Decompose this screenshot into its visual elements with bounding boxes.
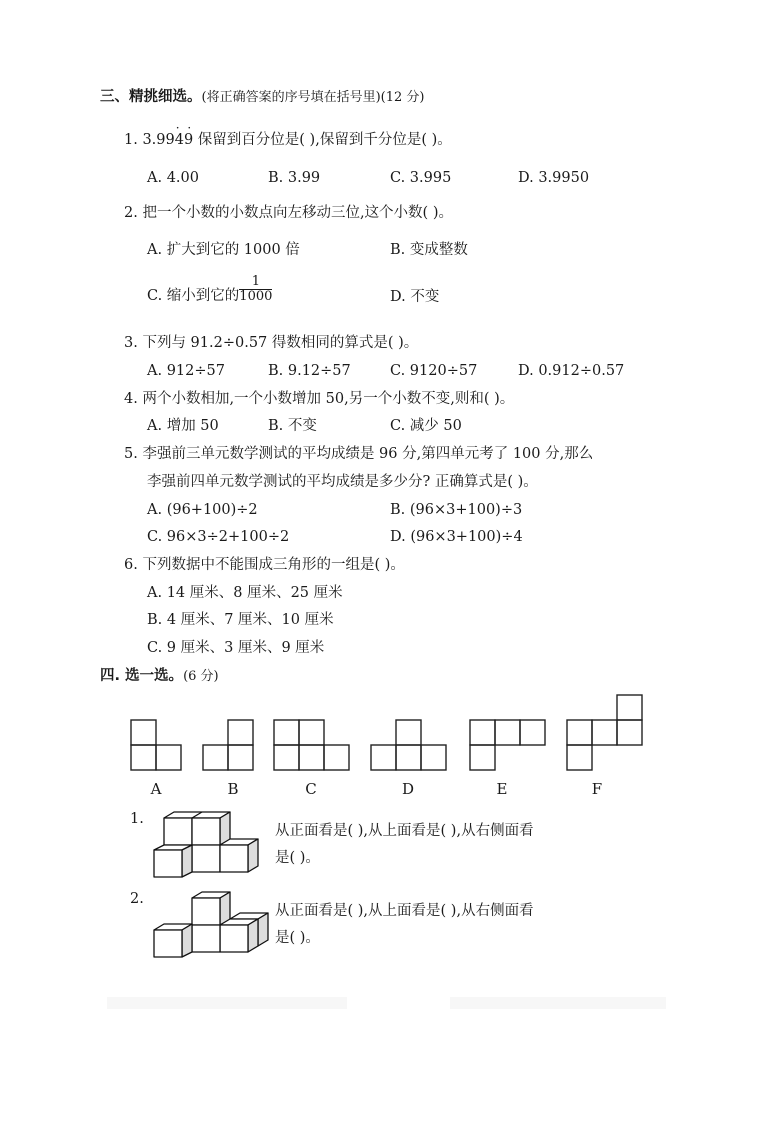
q1-option-d: D. 3.9950 — [518, 170, 590, 186]
q3-option-d: D. 0.912÷0.57 — [518, 363, 625, 379]
q4-option-c: C. 减少 50 — [390, 418, 462, 434]
s4-question-1-number: 1. — [130, 811, 144, 827]
q1-prefix: 1. 3.99 — [124, 132, 175, 148]
fraction-one-thousandth: $\frac{1}{1000}$ — [239, 273, 273, 304]
footer-bar-right — [450, 997, 666, 1009]
s4-question-1-line1: 从正面看是( ),从上面看是( ),从右侧面看 — [275, 823, 534, 839]
s4-question-2-line1: 从正面看是( ),从上面看是( ),从右侧面看 — [275, 903, 534, 919]
q2-option-d: D. 不变 — [390, 289, 440, 305]
section3-note: (将正确答案的序号填在括号里)(12 分) — [201, 90, 425, 105]
shape-b — [203, 720, 253, 770]
shape-f — [567, 695, 642, 770]
question-2-stem: 2. 把一个小数的小数点向左移动三位,这个小数( )。 — [124, 205, 453, 221]
shape-label-b: B — [227, 780, 239, 798]
q1-rest: 保留到百分位是( ),保留到千分位是( )。 — [193, 132, 452, 148]
q6-option-a: A. 14 厘米、8 厘米、25 厘米 — [147, 585, 343, 601]
shape-label-a: A — [150, 780, 162, 798]
section3-title: 三、精挑细选。 — [100, 89, 202, 105]
s4-question-1-line2: 是( )。 — [275, 850, 320, 866]
q1-option-b: B. 3.99 — [268, 170, 321, 186]
question-5-stem-line1: 5. 李强前三单元数学测试的平均成绩是 96 分,第四单元考了 100 分,那么 — [124, 446, 594, 462]
shape-e — [470, 720, 545, 770]
s4-question-2-number: 2. — [130, 891, 144, 907]
q2-option-c: C. 缩小到它的 $\frac{1}{1000}$ — [147, 273, 273, 304]
q5-option-a: A. (96+100)÷2 — [147, 502, 258, 518]
q2-option-a: A. 扩大到它的 1000 倍 — [147, 242, 300, 258]
section4-note: (6 分) — [183, 669, 219, 684]
q1-option-c: C. 3.995 — [390, 170, 452, 186]
question-5-stem-line2: 李强前四单元数学测试的平均成绩是多少分? 正确算式是( )。 — [147, 474, 538, 490]
repeating-decimal-dots: · · — [175, 121, 194, 135]
question-6-stem: 6. 下列数据中不能围成三角形的一组是( )。 — [124, 557, 405, 573]
q6-option-b: B. 4 厘米、7 厘米、10 厘米 — [147, 612, 334, 628]
section4-title: 四. 选一选。 — [100, 668, 184, 684]
shape-label-c: C — [305, 780, 317, 798]
q3-option-a: A. 912÷57 — [147, 363, 225, 379]
cube-figure-2 — [154, 892, 268, 957]
s4-question-2-line2: 是( )。 — [275, 930, 320, 946]
q5-option-d: D. (96×3+100)÷4 — [390, 529, 523, 545]
shape-label-f: F — [591, 780, 603, 798]
shape-a — [131, 720, 181, 770]
q5-option-b: B. (96×3+100)÷3 — [390, 502, 523, 518]
shape-d — [371, 720, 446, 770]
cube-figure-1 — [154, 812, 258, 877]
q4-option-b: B. 不变 — [268, 418, 317, 434]
q6-option-c: C. 9 厘米、3 厘米、9 厘米 — [147, 640, 325, 656]
footer-bar-left — [107, 997, 347, 1009]
shape-c — [274, 720, 349, 770]
question-4-stem: 4. 两个小数相加,一个小数增加 50,另一个小数不变,则和( )。 — [124, 391, 515, 407]
q1-option-a: A. 4.00 — [147, 170, 199, 186]
q2-option-b: B. 变成整数 — [390, 242, 468, 258]
q3-option-b: B. 9.12÷57 — [268, 363, 351, 379]
shape-label-d: D — [401, 780, 415, 798]
shape-label-e: E — [496, 780, 508, 798]
q4-option-a: A. 增加 50 — [147, 418, 219, 434]
q1-repeating-digits: · · 49 — [174, 121, 194, 148]
q5-option-c: C. 96×3÷2+100÷2 — [147, 529, 290, 545]
q3-option-c: C. 9120÷57 — [390, 363, 478, 379]
question-3-stem: 3. 下列与 91.2÷0.57 得数相同的算式是( )。 — [124, 335, 419, 351]
